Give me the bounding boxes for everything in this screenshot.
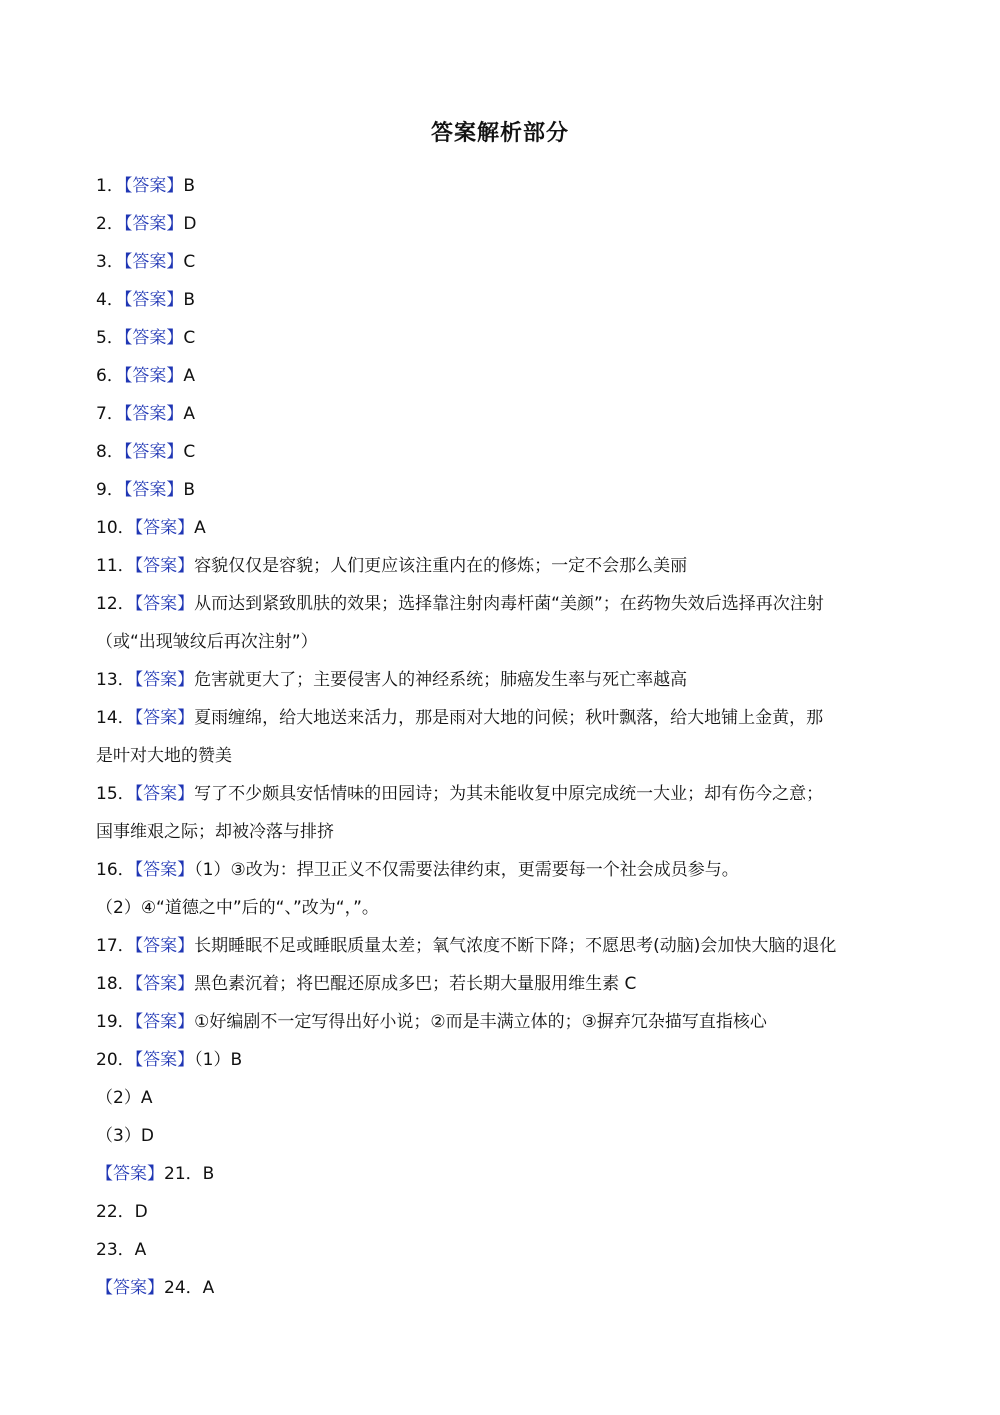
answer-tag: 【答案】	[123, 404, 184, 424]
answer-line	[96, 395, 906, 433]
answer-text: （1）B	[194, 1050, 243, 1070]
answer-text: B	[183, 290, 195, 310]
answer-text: 夏雨缠绵，给大地送来活力，那是雨对大地的问候；秋叶飘落，给大地铺上金黄，那	[194, 708, 824, 728]
answer-tag: 【答案】	[123, 442, 184, 462]
question-number: 12．	[96, 594, 135, 614]
question-number: 13．	[96, 670, 135, 690]
question-number: 11．	[96, 556, 135, 576]
answer-line	[96, 167, 906, 205]
answer-text: 22．D	[96, 1202, 148, 1222]
answer-text: （1）③改为：捍卫正义不仅需要法律约束，更需要每一个社会成员参与。	[194, 860, 739, 880]
answer-tag: 【答案】	[134, 974, 195, 994]
question-number: 7．	[96, 404, 124, 424]
answer-line	[96, 1193, 906, 1231]
answer-text: （或“出现皱纹后再次注射”）	[96, 632, 318, 652]
answer-line	[96, 699, 906, 737]
answer-text: 是叶对大地的赞美	[96, 746, 232, 766]
answer-text: 危害就更大了；主要侵害人的神经系统；肺癌发生率与死亡率越高	[194, 670, 688, 690]
question-number: 6．	[96, 366, 124, 386]
answer-text: D	[183, 214, 197, 234]
answer-tag: 【答案】	[123, 252, 184, 272]
answer-tag: 【答案】	[123, 290, 184, 310]
answer-tag: 【答案】	[134, 1050, 195, 1070]
answer-line	[96, 1155, 906, 1193]
answer-text: ①好编剧不一定写得出好小说；②而是丰满立体的；③摒弃冗杂描写直指核心	[194, 1012, 767, 1032]
answer-tag: 【答案】	[123, 214, 184, 234]
answer-line	[96, 889, 906, 927]
answer-line	[96, 1231, 906, 1269]
answer-line	[96, 585, 906, 623]
answer-tag: 【答案】	[134, 784, 195, 804]
answer-text: C	[183, 328, 196, 348]
answer-line	[96, 509, 906, 547]
answer-line	[96, 319, 906, 357]
question-number: 16．	[96, 860, 135, 880]
answer-line	[96, 243, 906, 281]
answer-text: B	[183, 480, 195, 500]
answer-text: 写了不少颇具安恬情味的田园诗；为其未能收复中原完成统一大业；却有伤今之意；	[194, 784, 824, 804]
answer-line	[96, 1041, 906, 1079]
answer-text: A	[194, 518, 206, 538]
answer-tag: 【答案】	[123, 480, 184, 500]
answer-line	[96, 471, 906, 509]
question-number: 2．	[96, 214, 124, 234]
answer-text: C	[183, 252, 196, 272]
answer-text: 国事维艰之际；却被冷落与排挤	[96, 822, 334, 842]
answer-text: 23．A	[96, 1240, 147, 1260]
answer-line	[96, 433, 906, 471]
answer-tag: 【答案】	[96, 1164, 164, 1184]
answer-tag: 【答案】	[123, 176, 184, 196]
question-number: 15．	[96, 784, 135, 804]
answer-text: C	[183, 442, 196, 462]
answer-tag: 【答案】	[134, 594, 195, 614]
answer-text: 容貌仅仅是容貌；人们更应该注重内在的修炼；一定不会那么美丽	[194, 556, 688, 576]
answer-text: 21．B	[164, 1164, 215, 1184]
answer-text: 24．A	[164, 1278, 215, 1298]
question-number: 3．	[96, 252, 124, 272]
answer-tag: 【答案】	[134, 518, 195, 538]
answer-tag: 【答案】	[123, 328, 184, 348]
answer-line	[96, 357, 906, 395]
question-number: 4．	[96, 290, 124, 310]
answer-line	[96, 737, 906, 775]
answer-line	[96, 547, 906, 585]
answer-line	[96, 661, 906, 699]
answer-tag: 【答案】	[134, 1012, 195, 1032]
answer-tag: 【答案】	[134, 860, 195, 880]
question-number: 19．	[96, 1012, 135, 1032]
answer-text: （3）D	[96, 1126, 154, 1146]
answer-text: （2）A	[96, 1088, 153, 1108]
answer-line	[96, 1003, 906, 1041]
answer-line	[96, 775, 906, 813]
question-number: 5．	[96, 328, 124, 348]
answer-tag: 【答案】	[134, 556, 195, 576]
question-number: 9．	[96, 480, 124, 500]
answer-text: 黑色素沉着；将巴醌还原成多巴；若长期大量服用维生素 C	[194, 974, 637, 994]
answer-text: 从而达到紧致肌肤的效果；选择靠注射肉毒杆菌“美颜”；在药物失效后选择再次注射	[194, 594, 824, 614]
question-number: 10．	[96, 518, 135, 538]
answer-line	[96, 813, 906, 851]
question-number: 1．	[96, 176, 124, 196]
question-number: 20．	[96, 1050, 135, 1070]
answer-text: 长期睡眠不足或睡眠质量太差；氧气浓度不断下降；不愿思考(动脑)会加快大脑的退化	[194, 936, 837, 956]
question-number: 17．	[96, 936, 135, 956]
question-number: 18．	[96, 974, 135, 994]
answer-text: （2）④“道德之中”后的“、”改为“，”。	[96, 898, 379, 918]
page-title: 答案解析部分	[430, 121, 569, 146]
question-number: 14．	[96, 708, 135, 728]
answer-tag: 【答案】	[134, 670, 195, 690]
answer-text: B	[183, 176, 195, 196]
answer-line	[96, 1079, 906, 1117]
answer-line	[96, 1117, 906, 1155]
answer-line	[96, 1269, 906, 1307]
answer-line	[96, 281, 906, 319]
answer-line	[96, 851, 906, 889]
answer-line	[96, 205, 906, 243]
answer-tag: 【答案】	[134, 708, 195, 728]
answer-tag: 【答案】	[134, 936, 195, 956]
answer-text: A	[183, 404, 195, 424]
answer-tag: 【答案】	[96, 1278, 164, 1298]
answer-line	[96, 965, 906, 1003]
answer-tag: 【答案】	[123, 366, 184, 386]
answer-line	[96, 927, 906, 965]
answer-line	[96, 623, 906, 661]
question-number: 8．	[96, 442, 124, 462]
answer-list	[96, 167, 906, 1307]
answer-text: A	[183, 366, 195, 386]
